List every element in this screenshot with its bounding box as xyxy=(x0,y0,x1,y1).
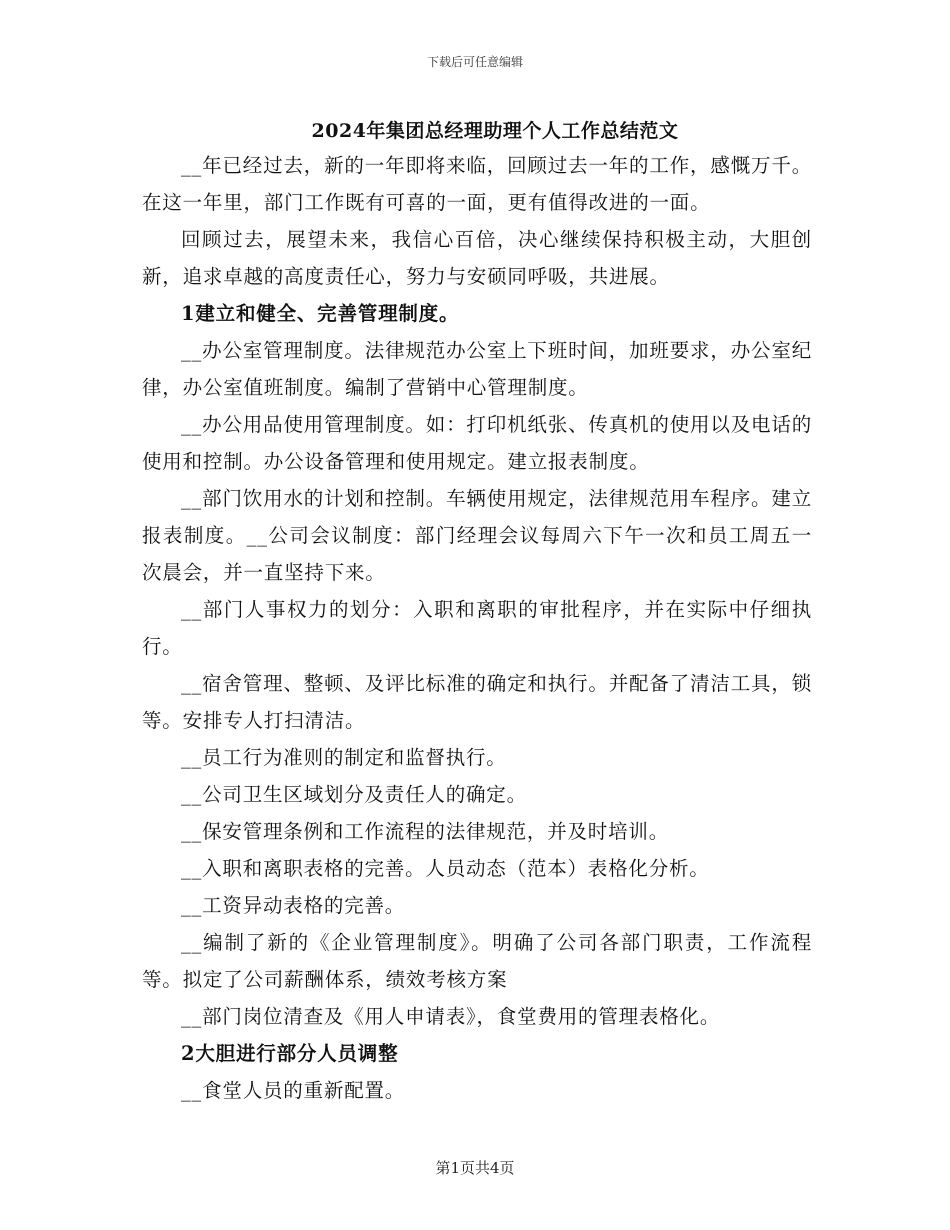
paragraph-security: __保安管理条例和工作流程的法律规范，并及时培训。 xyxy=(181,820,670,843)
document-body xyxy=(142,147,812,1109)
paragraph-office-rules: __办公室管理制度。法律规范办公室上下班时间，加班要求，办公室纪律，办公室值班制度。编制了营销中心管理制度。 xyxy=(142,339,812,399)
paragraph-water-vehicles-meetings: __部门饮用水的计划和控制。车辆使用规定，法律规范用车程序。建立报表制度。__公司会议制度：部门经理会议每周六下午一次和员工周五一次晨会，并一直坚持下来。 xyxy=(142,487,812,584)
paragraph-onboarding-forms: __入职和离职表格的完善。人员动态（范本）表格化分析。 xyxy=(181,857,710,880)
page-header-note: 下载后可任意编辑 xyxy=(426,55,523,69)
page-indicator: 第1页共4页 xyxy=(435,1159,515,1177)
paragraph-outlook: 回顾过去，展望未来，我信心百倍，决心继续保持积极主动，大胆创新，追求卓越的高度责任心，努力与安硕同呼吸，共进展。 xyxy=(142,228,812,288)
paragraph-management-system: __编制了新的《企业管理制度》。明确了公司各部门职责，工作流程等。拟定了公司薪酬体系，绩效考核方案 xyxy=(142,931,812,991)
paragraph-position-review: __部门岗位清查及《用人申请表》，食堂费用的管理表格化。 xyxy=(181,1005,721,1028)
section-heading-1: 1建立和健全、完善管理制度。 xyxy=(181,302,460,325)
paragraph-dormitory: __宿舍管理、整顿、及评比标准的确定和执行。并配备了清洁工具，锁等。安排专人打扫清洁。 xyxy=(142,672,812,732)
paragraph-canteen-staff: __食堂人员的重新配置。 xyxy=(181,1079,406,1102)
section-heading-2: 2大胆进行部分人员调整 xyxy=(181,1042,399,1065)
paragraph-payroll-forms: __工资异动表格的完善。 xyxy=(181,894,406,917)
paragraph-office-supplies: __办公用品使用管理制度。如：打印机纸张、传真机的使用以及电话的使用和控制。办公设备管理和使用规定。建立报表制度。 xyxy=(142,413,812,473)
paragraph-code-of-conduct: __员工行为准则的制定和监督执行。 xyxy=(181,746,507,769)
document-title: 2024年集团总经理助理个人工作总结范文 xyxy=(311,120,679,142)
paragraph-hygiene-zones: __公司卫生区域划分及责任人的确定。 xyxy=(181,783,527,806)
paragraph-hr-authority: __部门人事权力的划分：入职和离职的审批程序，并在实际中仔细执行。 xyxy=(142,598,812,658)
paragraph-intro: __年已经过去，新的一年即将来临，回顾过去一年的工作，感慨万千。在这一年里，部门工作既有可喜的一面，更有值得改进的一面。 xyxy=(142,154,812,214)
